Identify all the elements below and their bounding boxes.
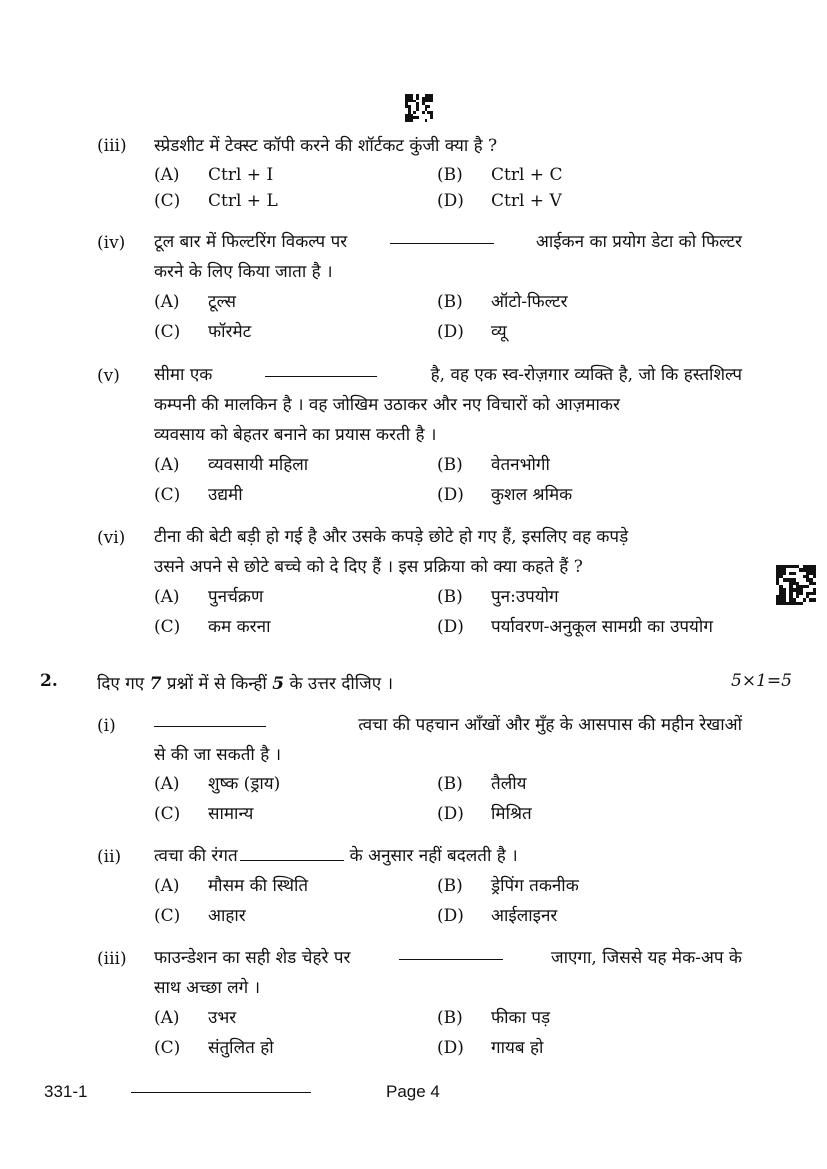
option-text: फीका पड़	[491, 1008, 551, 1028]
option-text: शुष्क (ड्राय)	[208, 774, 281, 794]
question-text	[154, 227, 742, 287]
option-label: (C)	[154, 191, 181, 211]
option-text: व्यू	[491, 322, 507, 342]
question-number: (iii)	[97, 136, 127, 156]
question-text-part: कम्पनी की मालकिन है । वह जोखिम उठाकर और नए विचारों को आज़माकर	[154, 395, 620, 415]
answer-blank	[240, 844, 344, 861]
answer-blank	[265, 360, 377, 377]
option-text: गायब हो	[491, 1038, 544, 1058]
instruction-text: दिए गए	[97, 674, 145, 694]
question-number: (v)	[97, 366, 120, 386]
question-number: (iv)	[97, 233, 126, 253]
qr-module	[813, 602, 816, 605]
option-a	[154, 289, 236, 312]
option-b	[437, 289, 568, 312]
question-number: (iii)	[97, 949, 127, 969]
question-text-part: उसने अपने से छोटे बच्चे को दे दिए हैं । इस प्रक्रिया को क्या कहते हैं ?	[154, 557, 583, 577]
question-text	[154, 710, 742, 770]
option-c	[154, 191, 278, 211]
instruction-number: 5	[272, 674, 285, 694]
option-label: (D)	[437, 485, 464, 505]
question-text-part: जाएगा, जिससे यह मेक-अप के	[551, 948, 742, 968]
option-label: (A)	[154, 587, 180, 607]
question-text-part: टूल बार में फिल्टरिंग विकल्प पर	[154, 232, 348, 252]
option-label: (D)	[437, 322, 464, 342]
option-label: (A)	[154, 455, 180, 475]
option-a	[154, 873, 308, 896]
option-d	[437, 1035, 543, 1058]
option-label: (C)	[154, 617, 181, 637]
question-text	[154, 841, 518, 871]
option-text: उभर	[208, 1008, 237, 1028]
question-text-part: व्यवसाय को बेहतर बनाने का प्रयास करती है ।	[154, 425, 437, 445]
answer-blank	[154, 710, 266, 727]
option-text: मिश्रित	[491, 804, 532, 824]
option-text: संतुलित हो	[208, 1038, 274, 1058]
option-c	[154, 482, 243, 505]
question-text-part: त्वचा की पहचान आँखों और मुँह के आसपास की महीन रेखाओं	[358, 715, 742, 735]
option-d	[437, 482, 572, 505]
option-label: (B)	[437, 292, 463, 312]
paper-code: 331-1	[44, 1082, 88, 1101]
option-text: तैलीय	[491, 774, 527, 794]
option-text: ड्रेपिंग तकनीक	[491, 876, 579, 896]
option-label: (B)	[437, 774, 463, 794]
option-b	[437, 165, 562, 185]
option-c	[154, 319, 251, 342]
option-text: उद्यमी	[208, 485, 243, 505]
option-a	[154, 771, 280, 794]
option-label: (C)	[154, 1038, 181, 1058]
option-text: ऑटो-फिल्टर	[491, 292, 568, 312]
answer-blank	[390, 227, 494, 244]
question-text-part: के अनुसार नहीं बदलती है ।	[349, 846, 518, 866]
option-text: टूल्स	[208, 292, 236, 312]
option-d	[437, 319, 507, 342]
option-d	[437, 903, 557, 926]
option-text: पर्यावरण-अनुकूल सामग्री का उपयोग	[491, 617, 713, 637]
question-number: (vi)	[97, 528, 126, 548]
option-text: कम करना	[208, 617, 271, 637]
qr-module	[430, 119, 433, 122]
option-label: (A)	[154, 292, 180, 312]
option-label: (B)	[437, 587, 463, 607]
question-text: स्प्रेडशीट में टेक्स्ट कॉपी करने की शॉर्टकट कुंजी क्या है ?	[154, 136, 498, 156]
section-marks: 5×1=5	[731, 671, 792, 691]
option-text: Ctrl + I	[208, 165, 274, 185]
option-text: फॉरमेट	[208, 322, 252, 342]
question-text-part: साथ अच्छा लगे ।	[154, 978, 261, 998]
instruction-text: प्रश्नों में से किन्हीं	[166, 674, 267, 694]
option-text: Ctrl + L	[208, 191, 278, 211]
section-number: 2.	[40, 671, 58, 691]
option-label: (B)	[437, 455, 463, 475]
answer-blank	[399, 943, 503, 960]
option-b	[437, 584, 559, 607]
option-label: (D)	[437, 804, 464, 824]
option-text: पुन:उपयोग	[491, 587, 559, 607]
option-label: (B)	[437, 165, 463, 185]
option-b	[437, 452, 550, 475]
option-label: (D)	[437, 617, 464, 637]
question-text	[154, 943, 742, 1003]
option-label: (A)	[154, 876, 180, 896]
question-text	[154, 522, 742, 582]
option-label: (A)	[154, 1008, 180, 1028]
question-text-part: है, वह एक स्व-रोज़गार व्यक्ति है, जो कि हस्तशिल्प	[430, 365, 742, 385]
option-text: कुशल श्रमिक	[491, 485, 573, 505]
option-c	[154, 1035, 274, 1058]
option-text: व्यवसायी महिला	[208, 455, 309, 475]
footer-divider	[131, 1092, 311, 1093]
option-label: (A)	[154, 165, 180, 185]
option-text: मौसम की स्थिति	[208, 876, 309, 896]
question-text-part: त्वचा की रंगत	[154, 846, 238, 866]
option-label: (A)	[154, 774, 180, 794]
question-text-part: सीमा एक	[154, 365, 213, 385]
qr-code-side	[776, 565, 816, 605]
option-d	[437, 191, 562, 211]
option-b	[437, 1005, 550, 1028]
option-label: (D)	[437, 191, 464, 211]
option-c	[154, 903, 246, 926]
question-text-part: फाउन्डेशन का सही शेड चेहरे पर	[154, 948, 351, 968]
option-text: वेतनभोगी	[491, 455, 550, 475]
option-text: Ctrl + V	[491, 191, 562, 211]
option-a	[154, 584, 263, 607]
option-label: (D)	[437, 1038, 464, 1058]
option-label: (C)	[154, 485, 181, 505]
option-b	[437, 873, 579, 896]
option-label: (C)	[154, 906, 181, 926]
question-text-part: आईकन का प्रयोग डेटा को फिल्टर	[535, 232, 742, 252]
option-label: (C)	[154, 804, 181, 824]
option-label: (C)	[154, 322, 181, 342]
option-c	[154, 801, 253, 824]
page-number: Page 4	[386, 1082, 440, 1101]
question-text	[154, 360, 742, 450]
option-text: सामान्य	[208, 804, 254, 824]
question-text-part: टीना की बेटी बड़ी हो गई है और उसके कपड़े छोटे हो गए हैं, इसलिए वह कपड़े	[154, 527, 629, 547]
option-text: आईलाइनर	[491, 906, 558, 926]
option-c	[154, 614, 270, 637]
option-d	[437, 614, 713, 637]
option-b	[437, 771, 526, 794]
option-text: Ctrl + C	[491, 165, 563, 185]
option-label: (B)	[437, 1008, 463, 1028]
option-text: पुनर्चक्रण	[208, 587, 264, 607]
question-text-part: करने के लिए किया जाता है ।	[154, 262, 333, 282]
option-a	[154, 165, 273, 185]
qr-code-top	[405, 94, 433, 122]
instruction-number: 7	[149, 674, 162, 694]
option-a	[154, 452, 308, 475]
question-number: (i)	[97, 716, 116, 736]
question-text-part: से की जा सकती है ।	[154, 745, 282, 765]
section-instruction	[97, 671, 393, 694]
option-d	[437, 801, 532, 824]
question-number: (ii)	[97, 847, 122, 867]
option-label: (B)	[437, 876, 463, 896]
instruction-text: के उत्तर दीजिए ।	[289, 674, 394, 694]
option-text: आहार	[208, 906, 246, 926]
option-a	[154, 1005, 236, 1028]
option-label: (D)	[437, 906, 464, 926]
